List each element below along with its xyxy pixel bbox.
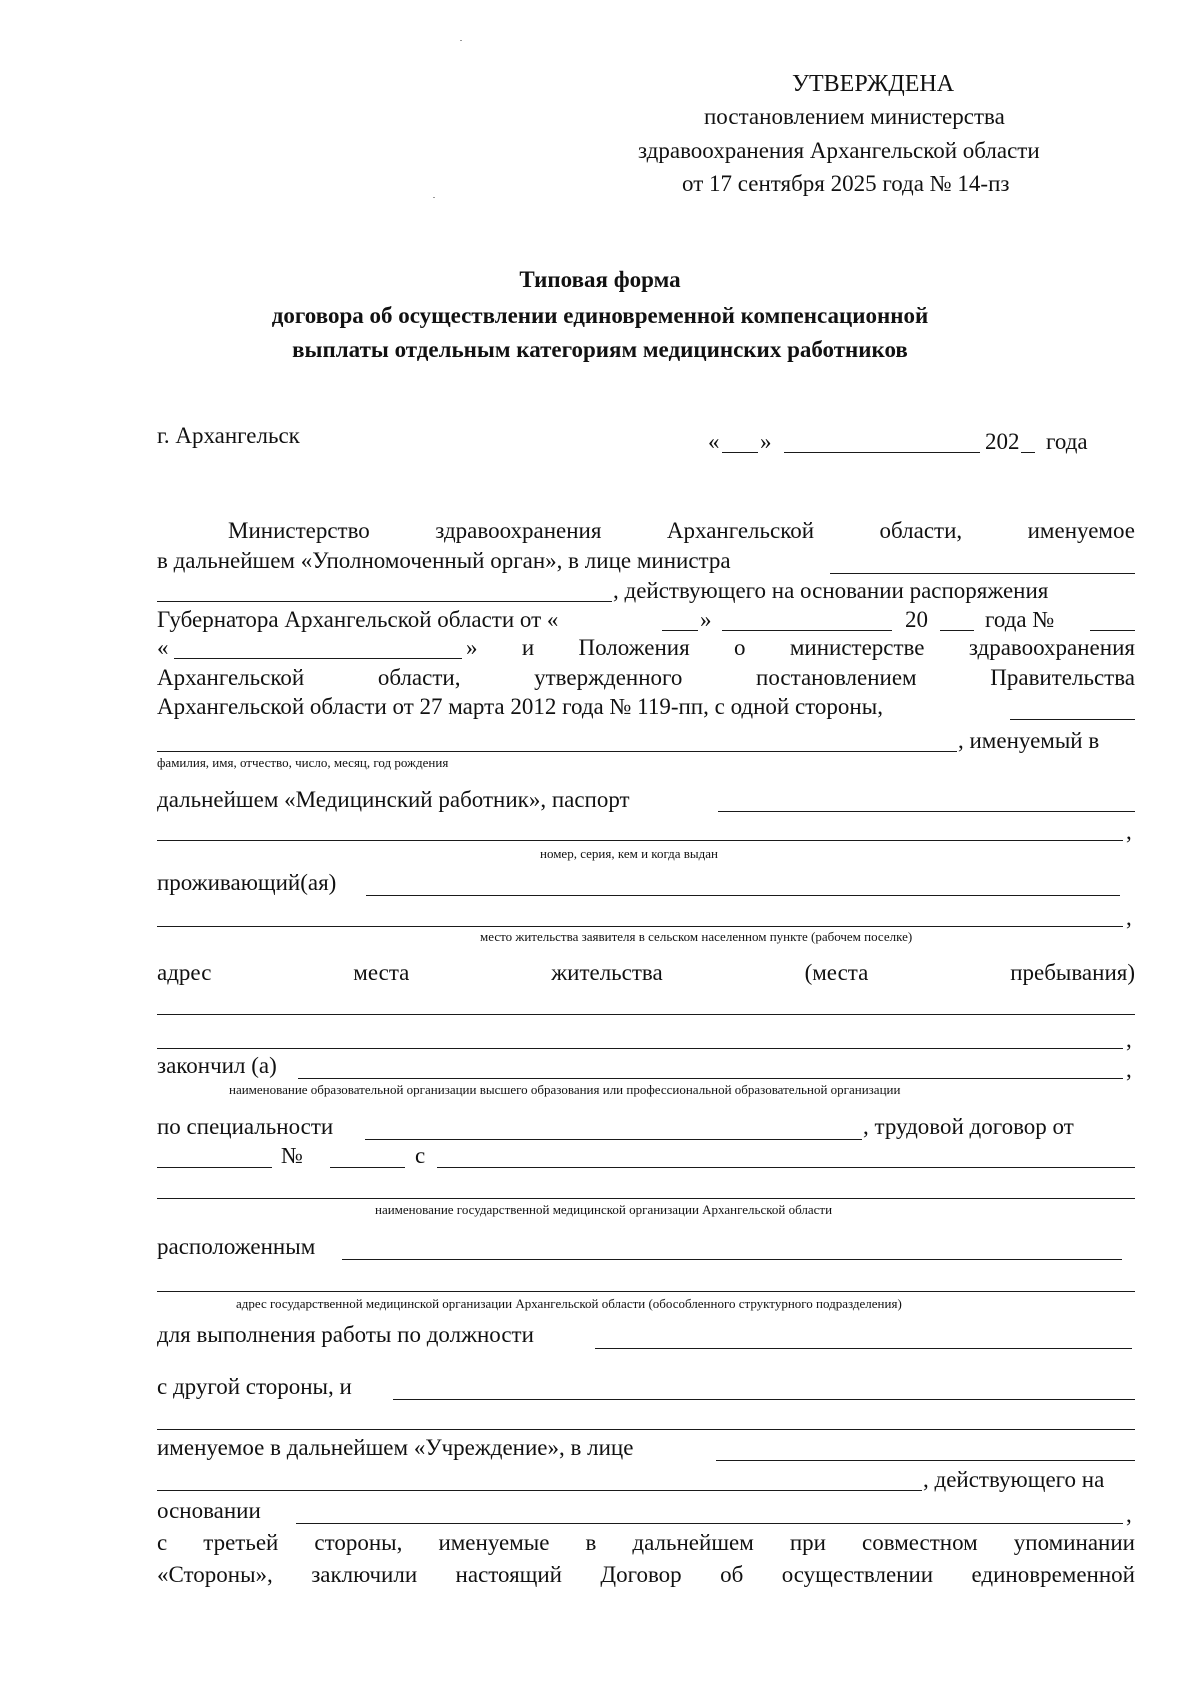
- org-address-field[interactable]: [342, 1259, 1122, 1260]
- day-field[interactable]: [722, 452, 758, 453]
- address-line: [157, 959, 1135, 987]
- approval-line-1: постановлением министерства: [704, 104, 1005, 129]
- word: осуществлении: [781, 1562, 934, 1587]
- p1-line-1: [228, 517, 1135, 545]
- word: жительства: [551, 960, 663, 985]
- institution-rep-field[interactable]: [716, 1460, 1135, 1461]
- p1-line-7: Архангельской области от 27 марта 2012 года № 119-пп, с одной стороны,: [157, 694, 883, 719]
- document-title-2: договора об осуществлении единовременной компенсационной: [271, 303, 929, 328]
- approval-line-2: здравоохранения Архангельской области: [638, 138, 1040, 163]
- graduated-label: закончил (а): [157, 1053, 277, 1078]
- order-year-field[interactable]: [940, 630, 974, 631]
- word: здравоохранения: [968, 635, 1135, 660]
- order-month-field[interactable]: [722, 630, 892, 631]
- caption-passport: номер, серия, кем и когда выдан: [540, 846, 718, 861]
- institution-name-field-cont[interactable]: [157, 1429, 1135, 1430]
- word: Архангельской: [157, 665, 305, 690]
- p1-line-8: , именуемый в: [958, 728, 1100, 753]
- year-prefix: 202: [985, 429, 1020, 454]
- institution-label: именуемое в дальнейшем «Учреждение», в лице: [157, 1435, 634, 1460]
- word: области,: [879, 518, 963, 543]
- minister-name-field[interactable]: [830, 573, 1135, 574]
- address-field[interactable]: [157, 1014, 1135, 1015]
- word: и: [521, 635, 535, 660]
- word: об: [720, 1562, 744, 1587]
- passport-field-cont[interactable]: [157, 840, 1123, 841]
- document-title-1: Типовая форма: [519, 267, 681, 292]
- caption-residence: место жительства заявителя в сельском населенном пункте (рабочем поселке): [480, 929, 913, 944]
- final-line-1: [157, 1529, 1135, 1557]
- caption-fio: фамилия, имя, отчество, число, месяц, год рождения: [157, 755, 449, 770]
- address-comma: ,: [1126, 1027, 1132, 1052]
- word: Правительства: [990, 665, 1135, 690]
- p1-line-3: , действующего на основании распоряжения: [613, 578, 1049, 603]
- city: г. Архангельск: [157, 423, 300, 448]
- word: (места: [804, 960, 869, 985]
- word: с: [157, 1530, 168, 1555]
- worker-name-field[interactable]: [1010, 719, 1135, 720]
- residing-label: проживающий(ая): [157, 870, 337, 895]
- word: постановлением: [756, 665, 917, 690]
- word: Положения: [578, 635, 690, 660]
- p1-line-2: в дальнейшем «Уполномоченный орган», в лице министра: [157, 548, 731, 573]
- org-address-field-cont[interactable]: [157, 1291, 1135, 1292]
- residence-field-cont[interactable]: [157, 926, 1123, 927]
- word: Договор: [600, 1562, 682, 1587]
- caption-org-address: адрес государственной медицинской организации Архангельской области (обособленного структурного подразделения): [236, 1296, 902, 1311]
- specialty-label: по специальности: [157, 1114, 334, 1139]
- located-label: расположенным: [157, 1234, 316, 1259]
- residence-comma: ,: [1126, 905, 1132, 930]
- labor-contract-label: , трудовой договор от: [863, 1114, 1074, 1139]
- basis-field[interactable]: [296, 1523, 1123, 1524]
- date-quote-close: »: [760, 429, 772, 454]
- p1-line-4a: Губернатора Архангельской области от «: [157, 607, 559, 632]
- order-day-field[interactable]: [662, 630, 698, 631]
- word: именуемые: [438, 1530, 550, 1555]
- year-suffix: года: [1046, 429, 1088, 454]
- order-number-field[interactable]: [1090, 630, 1135, 631]
- word: заключили: [311, 1562, 418, 1587]
- word: единовременной: [971, 1562, 1135, 1587]
- year-field[interactable]: [1021, 452, 1035, 453]
- p1-line-6: [157, 664, 1135, 692]
- word: при: [789, 1530, 826, 1555]
- final-line-2: [157, 1561, 1135, 1589]
- word: упоминании: [1013, 1530, 1135, 1555]
- education-comma: ,: [1126, 1057, 1132, 1082]
- word: Министерство: [228, 518, 370, 543]
- number-sign: №: [281, 1143, 303, 1168]
- other-side-label: с другой стороны, и: [157, 1374, 352, 1399]
- word: третьей: [203, 1530, 279, 1555]
- basis-comma: ,: [1126, 1502, 1132, 1527]
- word: пребывания): [1010, 960, 1135, 985]
- month-field[interactable]: [784, 452, 980, 453]
- organization-field-cont[interactable]: [157, 1198, 1135, 1199]
- basis-label: основании: [157, 1498, 261, 1523]
- contract-number-field[interactable]: [330, 1167, 405, 1168]
- order-name-field[interactable]: [174, 658, 462, 659]
- word: места: [353, 960, 410, 985]
- word: адрес: [157, 960, 212, 985]
- approval-line-3: от 17 сентября 2025 года № 14-пз: [682, 171, 1010, 196]
- p1-line-9: дальнейшем «Медицинский работник», паспорт: [157, 787, 630, 812]
- word: Архангельской: [666, 518, 815, 543]
- word: »: [466, 635, 478, 660]
- document-title-3: выплаты отдельным категориям медицинских работников: [292, 337, 908, 362]
- word: именуемое: [1027, 518, 1135, 543]
- institution-name-field[interactable]: [393, 1399, 1135, 1400]
- passport-field[interactable]: [718, 811, 1135, 812]
- approval-title: УТВЕРЖДЕНА: [792, 71, 955, 97]
- scan-speck: [460, 40, 462, 41]
- word: о: [734, 635, 746, 660]
- p1-line-5a: «: [157, 635, 169, 660]
- word: настоящий: [455, 1562, 562, 1587]
- word: дальнейшем: [632, 1530, 754, 1555]
- word: стороны,: [314, 1530, 403, 1555]
- worker-name-field-cont[interactable]: [157, 751, 957, 752]
- acting-on-label: , действующего на: [923, 1467, 1105, 1492]
- position-field[interactable]: [595, 1348, 1132, 1349]
- word: здравоохранения: [435, 518, 602, 543]
- residence-field[interactable]: [366, 895, 1120, 896]
- contract-date-field[interactable]: [157, 1167, 272, 1168]
- p1-line-5: [466, 634, 1135, 662]
- with-label: с: [415, 1143, 426, 1168]
- institution-rep-field-cont[interactable]: [157, 1490, 922, 1491]
- p1-line-4b: »: [700, 607, 712, 632]
- passport-comma: ,: [1126, 819, 1132, 844]
- p1-line-4c: 20: [905, 607, 928, 632]
- caption-education: наименование образовательной организации высшего образования или профессиональной образовательной организации: [229, 1082, 901, 1097]
- word: утвержденного: [534, 665, 683, 690]
- word: совместном: [862, 1530, 978, 1555]
- word: «Стороны»,: [157, 1562, 273, 1587]
- word: в: [585, 1530, 597, 1555]
- p1-line-4d: года №: [985, 607, 1055, 632]
- organization-field[interactable]: [437, 1167, 1135, 1168]
- minister-name-field-cont[interactable]: [157, 601, 612, 602]
- position-label: для выполнения работы по должности: [157, 1322, 534, 1347]
- word: области,: [377, 665, 461, 690]
- address-field-cont[interactable]: [157, 1048, 1123, 1049]
- date-quote-open: «: [708, 429, 720, 454]
- word: министерстве: [789, 635, 925, 660]
- education-field[interactable]: [298, 1078, 1123, 1079]
- scan-speck: [433, 197, 435, 198]
- caption-organization: наименование государственной медицинской организации Архангельской области: [375, 1202, 833, 1217]
- specialty-field[interactable]: [365, 1139, 862, 1140]
